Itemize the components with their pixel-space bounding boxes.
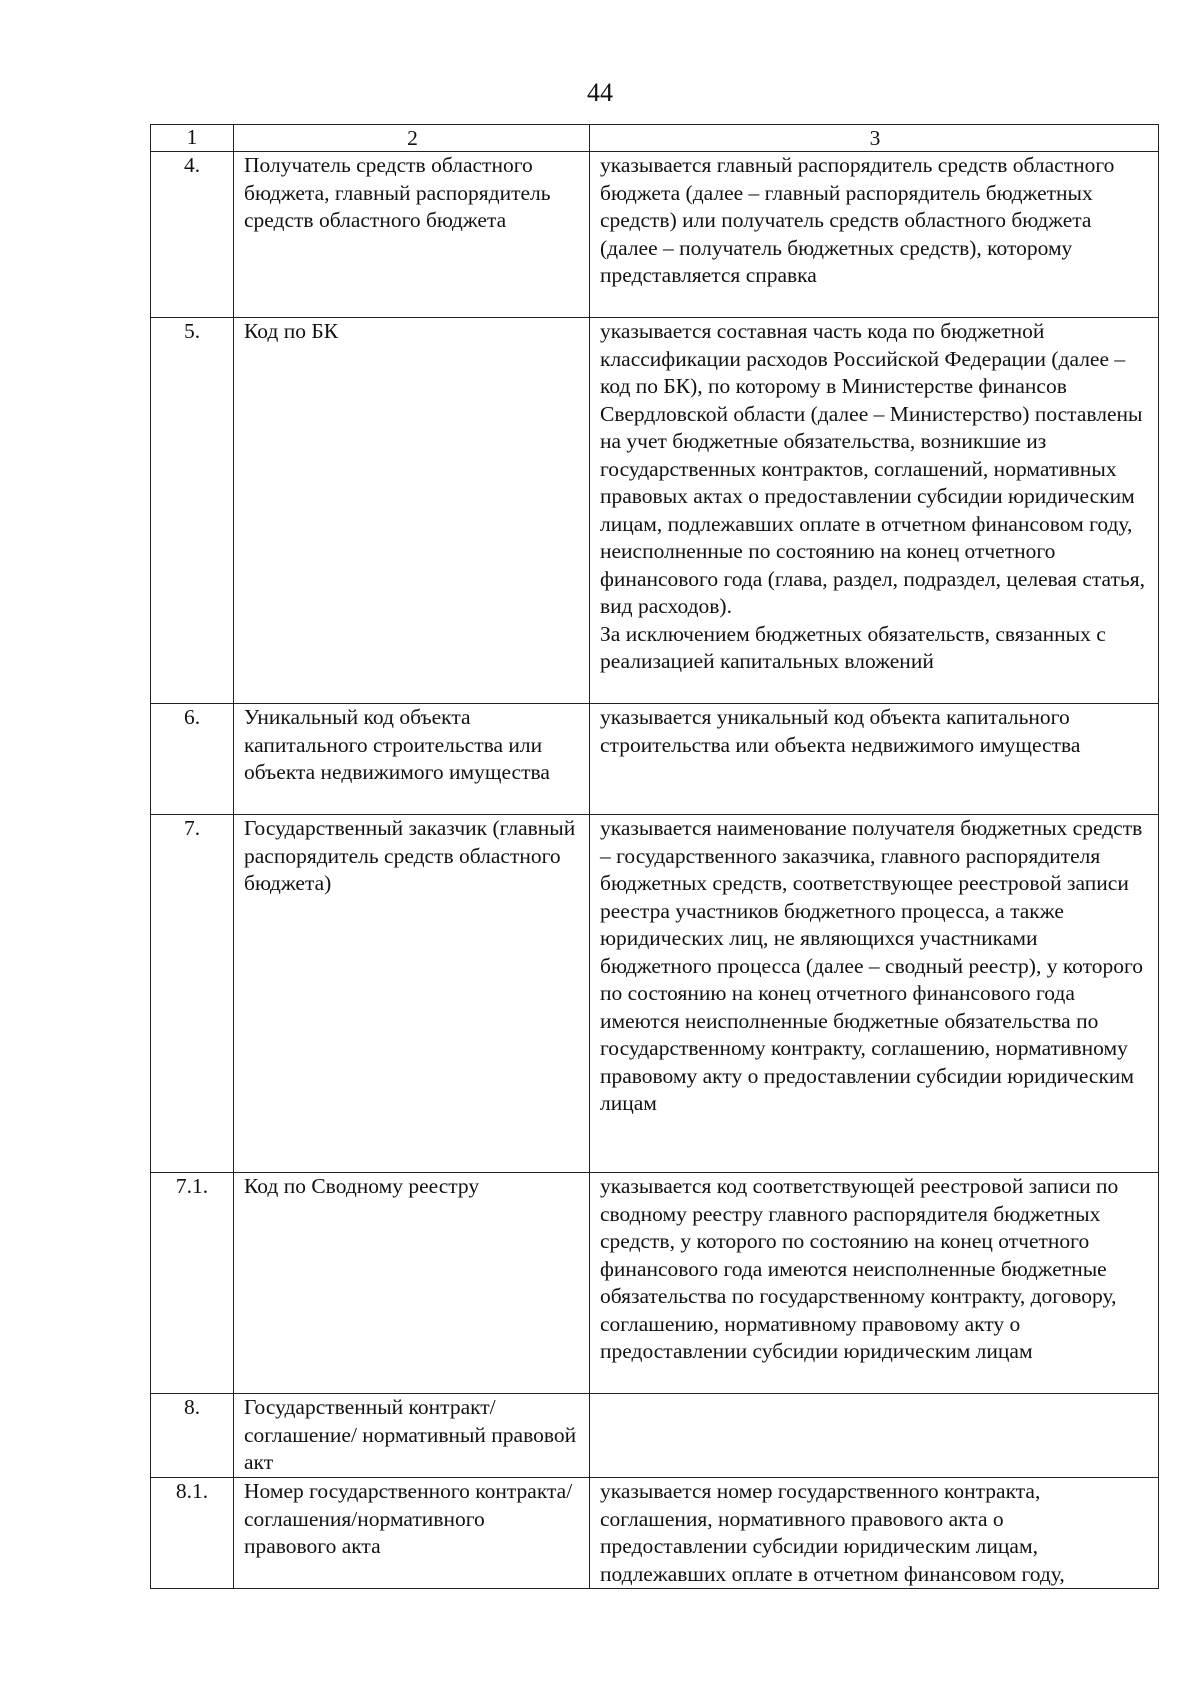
table-row xyxy=(151,815,1159,1173)
table-row xyxy=(151,1173,1159,1394)
row-description: указывается составная часть кода по бюджетной классификации расходов Российской Федерации (далее – код по БК), по которому в Министерстве финансов Свердловской области (далее – Министерство) поставлены на учет бюджетные обязательства, возникшие из государственных контрактов, соглашений, нормативных правовых актах о предоставлении субсидии юридическим лицам, подлежавших оплате в отчетном финансовом году, неисполненные по состоянию на конец отчетного финансового года (глава, раздел, подраздел, целевая статья, вид расходов). xyxy=(600,319,1145,618)
row-number: 6. xyxy=(151,704,234,815)
row-name: Государственный контракт/соглашение/ нормативный правовой акт xyxy=(234,1394,590,1478)
header-col-2: 2 xyxy=(234,125,590,152)
header-col-1: 1 xyxy=(151,125,234,152)
table-row xyxy=(151,152,1159,318)
row-description: указывается номер государственного контракта, соглашения, нормативного правового акта о предоставлении субсидии юридическим лицам, подлежавших оплате в отчетном финансовом году, xyxy=(590,1478,1159,1589)
header-col-3: 3 xyxy=(590,125,1159,152)
row-number: 7. xyxy=(151,815,234,1173)
row-description: указывается уникальный код объекта капитального строительства или объекта недвижимого имущества xyxy=(590,704,1159,815)
row-number: 5. xyxy=(151,318,234,704)
table-row xyxy=(151,1478,1159,1589)
row-description: указывается наименование получателя бюджетных средств – государственного заказчика, главного распорядителя бюджетных средств, соответствующее реестровой записи реестра участников бюджетного процесса, а также юридических лиц, не являющихся участниками бюджетного процесса (далее – сводный реестр), у которого по состоянию на конец отчетного финансового года имеются неисполненные бюджетные обязательства по государственному контракту, соглашению, нормативному правовому акту о предоставлении субсидии юридическим лицам xyxy=(590,815,1159,1173)
row-name: Код по Сводному реестру xyxy=(234,1173,590,1394)
row-description: указывается код соответствующей реестровой записи по сводному реестру главного распорядителя бюджетных средств, у которого по состоянию на конец отчетного финансового года имеются неисполненные бюджетные обязательства по государственному контракту, договору, соглашению, нормативному правовому акту о предоставлении субсидии юридическим лицам xyxy=(590,1173,1159,1394)
page-number: 44 xyxy=(587,78,613,107)
requisites-table xyxy=(150,124,1159,1589)
row-description-exception: За исключением бюджетных обязательств, связанных с реализацией капитальных вложений xyxy=(600,621,1106,673)
row-description: указывается главный распорядитель средств областного бюджета (далее – главный распорядитель бюджетных средств) или получатель средств областного бюджета (далее – получатель бюджетных средств), которому представляется справка xyxy=(590,152,1159,318)
table-row xyxy=(151,704,1159,815)
row-number: 8.1. xyxy=(151,1478,234,1589)
row-name: Номер государственного контракта/ соглашения/нормативного правового акта xyxy=(234,1478,590,1589)
row-name: Уникальный код объекта капитального строительства или объекта недвижимого имущества xyxy=(234,704,590,815)
table-row xyxy=(151,1394,1159,1478)
row-name: Получатель средств областного бюджета, главный распорядитель средств областного бюджета xyxy=(234,152,590,318)
table-header-row xyxy=(151,125,1159,152)
row-description xyxy=(590,1394,1159,1478)
table-row xyxy=(151,318,1159,704)
row-number: 7.1. xyxy=(151,1173,234,1394)
row-name: Код по БК xyxy=(234,318,590,704)
row-description-cell xyxy=(590,318,1159,704)
row-number: 4. xyxy=(151,152,234,318)
row-number: 8. xyxy=(151,1394,234,1478)
row-name: Государственный заказчик (главный распорядитель средств областного бюджета) xyxy=(234,815,590,1173)
